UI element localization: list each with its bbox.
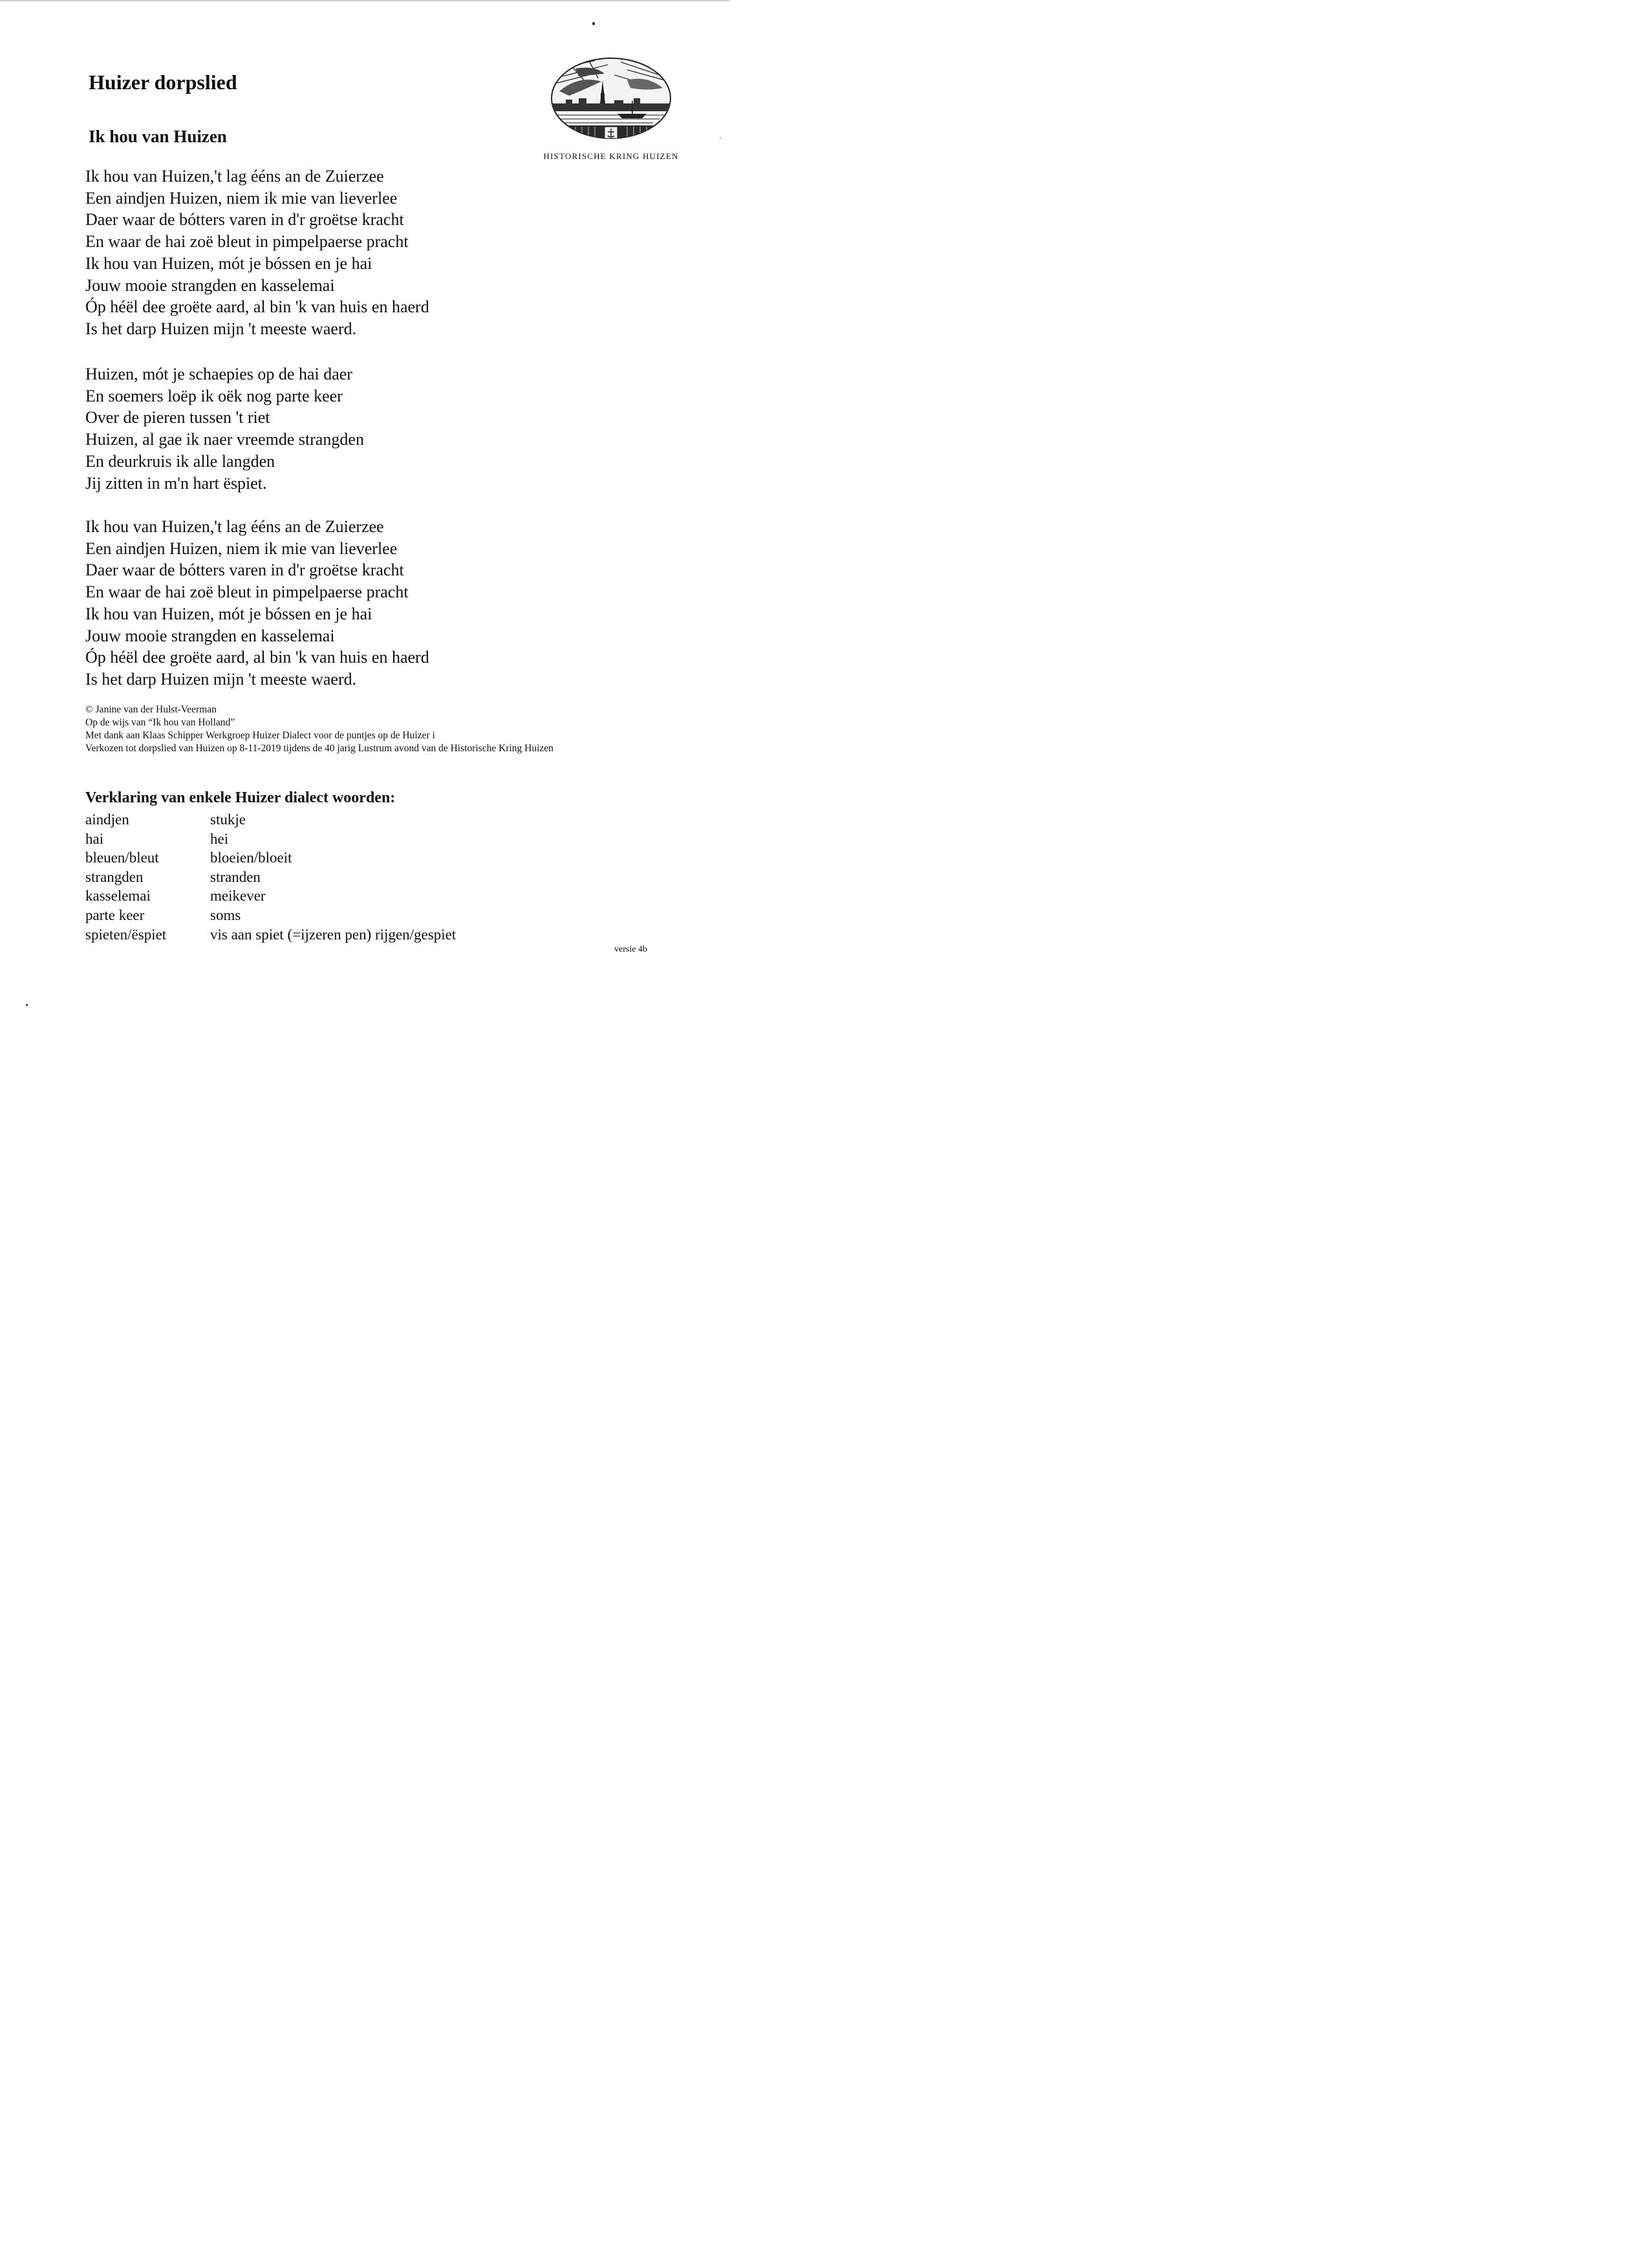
version-label: versie 4b xyxy=(614,945,647,954)
verse-line: Jouw mooie strangden en kasselemai xyxy=(85,275,335,295)
glossary-term: spieten/ëspiet xyxy=(85,926,167,943)
glossary-meaning: meikever xyxy=(210,888,266,904)
verse-line: En waar de hai zoë bleut in pimpelpaerse pracht xyxy=(85,232,409,251)
glossary-heading: Verklaring van enkele Huizer dialect woorden: xyxy=(85,789,396,806)
stanza-1 xyxy=(85,166,429,340)
stanza-2 xyxy=(85,363,364,494)
page-title: Huizer dorpslied xyxy=(89,70,237,94)
glossary-term: kasselemai xyxy=(85,888,151,904)
verse-line: Huizen, mót je schaepies op de hai daer xyxy=(85,365,352,383)
glossary-term: aindjen xyxy=(85,811,129,828)
scan-speck xyxy=(592,22,595,25)
glossary-meaning: vis aan spiet (=ijzeren pen) rijgen/gespiet xyxy=(210,926,456,943)
verse-line: Huizen, al gae ik naer vreemde strangden xyxy=(85,430,364,449)
glossary-term: hai xyxy=(85,830,104,847)
glossary-entry xyxy=(85,810,456,829)
glossary-term: bleuen/bleut xyxy=(85,850,159,866)
melody-line: Op de wijs van “Ik hou van Holland” xyxy=(85,717,235,728)
glossary-meaning: stukje xyxy=(210,811,246,828)
historische-kring-logo xyxy=(530,56,692,172)
verse-line: Ik hou van Huizen, mót je bóssen en je hai xyxy=(85,604,372,623)
glossary-entry xyxy=(85,925,456,945)
verse-line: Een aindjen Huizen, niem ik mie van lieverlee xyxy=(85,539,398,558)
glossary-meaning: stranden xyxy=(210,868,261,885)
verse-line: Ik hou van Huizen, mót je bóssen en je hai xyxy=(85,253,372,273)
glossary-term: strangden xyxy=(85,868,144,885)
song-title: Ik hou van Huizen xyxy=(89,127,227,146)
verse-line: En waar de hai zoë bleut in pimpelpaerse pracht xyxy=(85,583,409,602)
verse-line: Jouw mooie strangden en kasselemai xyxy=(85,626,335,645)
glossary-list xyxy=(85,810,456,944)
glossary-entry xyxy=(85,886,456,906)
verse-line: En soemers loëp ik oëk nog parte keer xyxy=(85,386,343,405)
glossary-entry xyxy=(85,906,456,925)
scan-speck xyxy=(720,137,721,138)
glossary-entry xyxy=(85,829,456,849)
scan-speck xyxy=(26,1004,28,1006)
glossary-meaning: hei xyxy=(210,830,229,847)
credits xyxy=(85,703,553,755)
election-line: Verkozen tot dorpslied van Huizen op 8-11-2019 tijdens de 40 jarig Lustrum avond van de Historische Kring Huizen xyxy=(85,743,553,754)
verse-line: Is het darp Huizen mijn 't meeste waerd. xyxy=(85,319,357,338)
glossary-entry xyxy=(85,868,456,887)
verse-line: En deurkruis ik alle langden xyxy=(85,451,275,471)
verse-line: Ik hou van Huizen,'t lag ééns an de Zuierzee xyxy=(85,517,384,536)
logo-caption: HISTORISCHE KRING HUIZEN xyxy=(543,151,679,161)
top-edge-rule xyxy=(0,0,729,1)
verse-line: Jij zitten in m'n hart ëspiet. xyxy=(85,473,267,493)
verse-line: Ik hou van Huizen,'t lag ééns an de Zuierzee xyxy=(85,167,384,186)
copyright-line: © Janine van der Hulst-Veerman xyxy=(85,704,217,715)
glossary-meaning: soms xyxy=(210,906,241,923)
verse-line: Óp héël dee groëte aard, al bin 'k van huis en haerd xyxy=(85,297,429,317)
glossary-meaning: bloeien/bloeit xyxy=(210,850,292,866)
village-engraving-icon xyxy=(550,56,672,146)
stanza-3 xyxy=(85,516,429,690)
verse-line: Óp héël dee groëte aard, al bin 'k van huis en haerd xyxy=(85,648,429,667)
verse-line: Is het darp Huizen mijn 't meeste waerd. xyxy=(85,669,357,689)
verse-line: Een aindjen Huizen, niem ik mie van lieverlee xyxy=(85,188,398,208)
verse-line: Over de pieren tussen 't riet xyxy=(85,408,270,427)
thanks-line: Met dank aan Klaas Schipper Werkgroep Huizer Dialect voor de puntjes op de Huizer i xyxy=(85,730,435,741)
verse-line: Daer waar de bótters varen in d'r groëtse kracht xyxy=(85,561,404,580)
glossary-entry xyxy=(85,848,456,868)
verse-line: Daer waar de bótters varen in d'r groëtse kracht xyxy=(85,210,404,230)
glossary-term: parte keer xyxy=(85,906,145,923)
